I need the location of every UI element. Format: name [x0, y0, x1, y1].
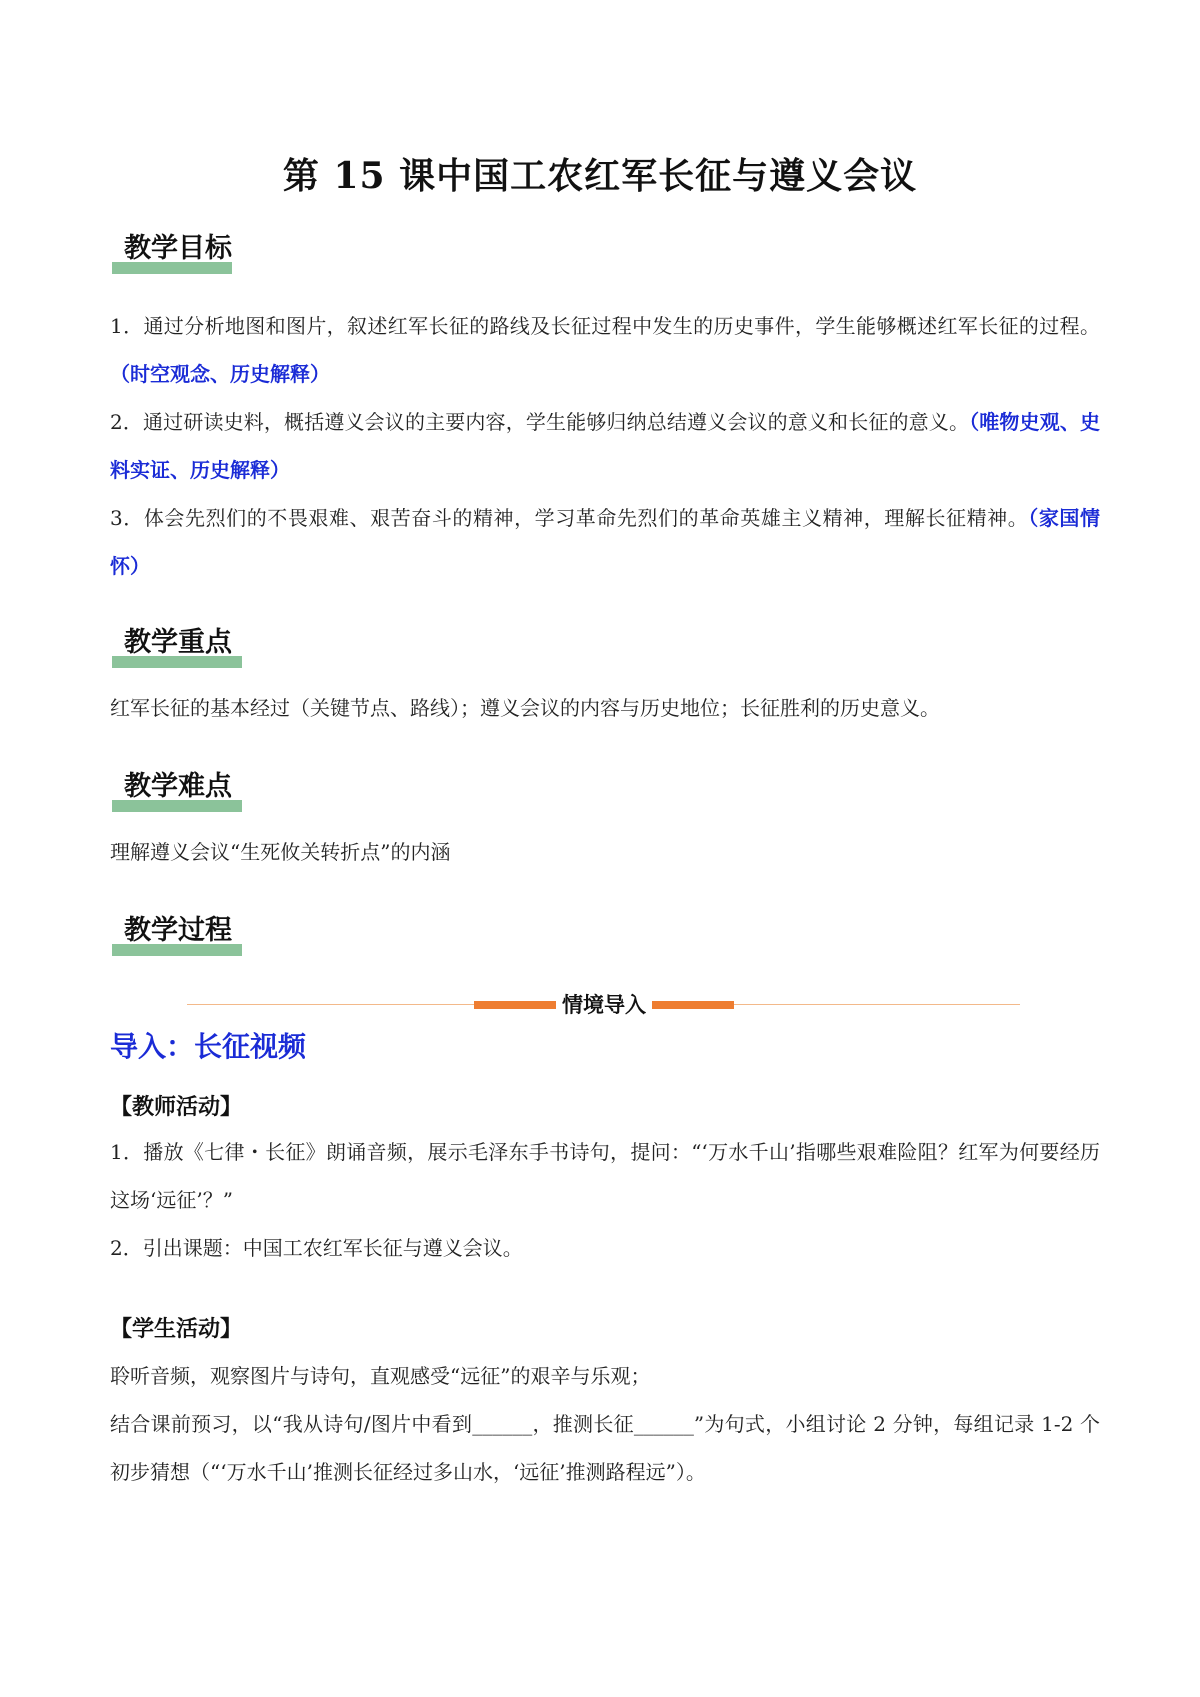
divider-label: 情境导入	[556, 990, 652, 1020]
teacher-activity-item-2: 2．引出课题：中国工农红军长征与遵义会议。	[110, 1236, 523, 1260]
document-title: 第 15 课中国工农红军长征与遵义会议	[282, 155, 918, 197]
section-heading-key-points	[112, 620, 242, 668]
objective-tag: （家国情怀）	[110, 506, 1101, 578]
section-heading-process	[112, 908, 242, 956]
heading-text: 教学过程	[124, 915, 232, 946]
objective-text: 1．通过分析地图和图片，叙述红军长征的路线及长征过程中发生的历史事件，学生能够概述红军长征的过程。	[110, 314, 1100, 338]
objective-text: 3．体会先烈们的不畏艰难、艰苦奋斗的精神，学习革命先烈们的革命英雄主义精神，理解长征精神。	[110, 506, 1029, 530]
section-heading-difficulties	[112, 764, 242, 812]
intro-heading: 导入：长征视频	[110, 1030, 307, 1063]
teacher-activity-item-1: 1．播放《七律・长征》朗诵音频，展示毛泽东手书诗句，提问：“‘万水千山’指哪些艰难险阻？红军为何要经历这场‘远征’？”	[110, 1140, 1100, 1212]
teacher-activity-heading: 【教师活动】	[110, 1095, 243, 1120]
divider-accent-left	[474, 1001, 556, 1009]
objective-tag: （时空观念、历史解释）	[110, 362, 330, 386]
student-activity-item-1: 聆听音频，观察图片与诗句，直观感受“远征”的艰辛与乐观；	[110, 1364, 651, 1388]
objective-item-1	[110, 302, 1100, 398]
heading-text: 教学目标	[124, 233, 232, 264]
student-activity-heading: 【学生活动】	[110, 1317, 243, 1342]
difficulties-text: 理解遵义会议“生死攸关转折点”的内涵	[110, 840, 451, 864]
key-points-text: 红军长征的基本经过（关键节点、路线）；遵义会议的内容与历史地位；长征胜利的历史意义。	[110, 696, 940, 720]
scenario-divider	[187, 990, 1020, 1020]
student-activity-item-2: 结合课前预习，以“我从诗句/图片中看到______，推测长征______”为句式，小组讨论 2 分钟，每组记录 1-2 个初步猜想（“‘万水千山’推测长征经过多山水，‘远征’推测路程远”）。	[110, 1412, 1100, 1484]
divider-accent-right	[652, 1001, 734, 1009]
objective-text: 2．通过研读史料，概括遵义会议的主要内容，学生能够归纳总结遵义会议的意义和长征的意义。	[110, 410, 970, 434]
heading-text: 教学重点	[124, 627, 232, 658]
heading-text: 教学难点	[124, 771, 232, 802]
section-heading-objectives	[112, 226, 232, 274]
objective-item-2	[110, 398, 1100, 494]
objective-item-3	[110, 494, 1100, 590]
objective-tag: （唯物史观、史料实证、历史解释）	[110, 410, 1100, 482]
